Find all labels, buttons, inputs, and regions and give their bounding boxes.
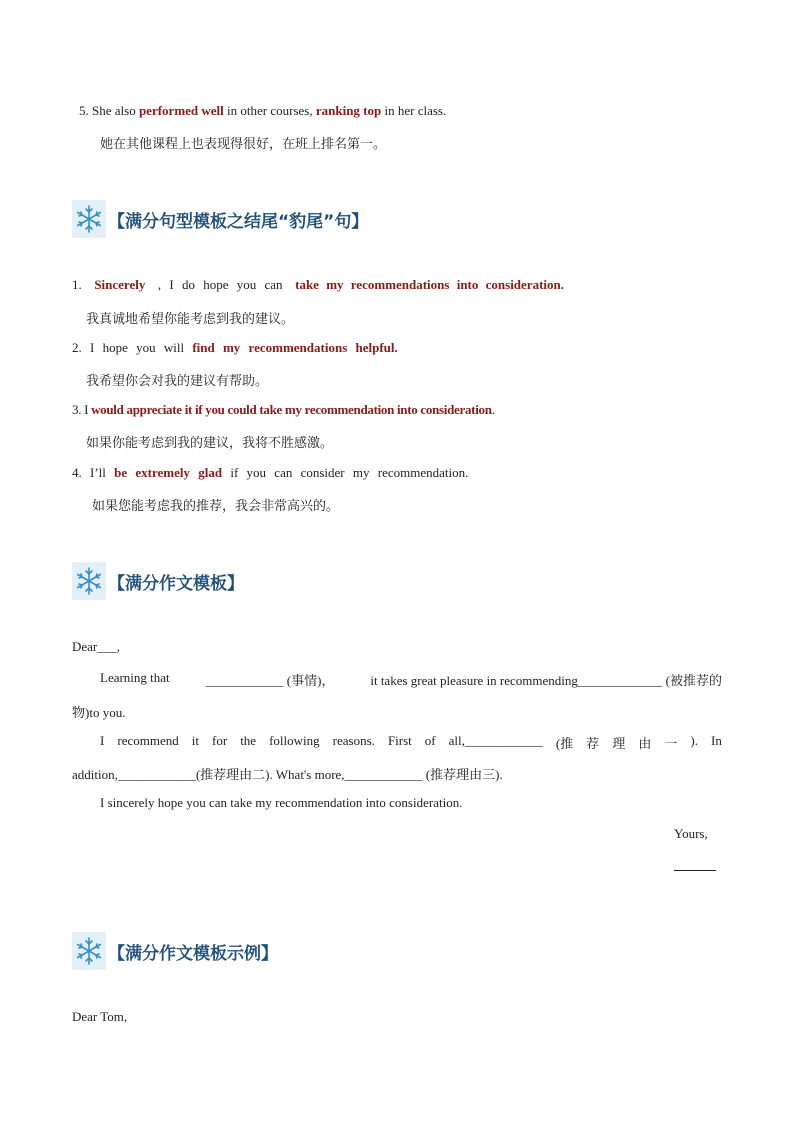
template-paragraph-2: I recommend it for the following reasons. First of all,____________ (推 荐 理 由 一 ). In <box>100 733 722 751</box>
example-salutation: Dear Tom, <box>72 1009 128 1024</box>
snowflake-icon <box>72 200 106 238</box>
snowflake-icon <box>72 562 106 600</box>
letter-salutation: Dear___, <box>72 639 121 654</box>
sentence-item-1-translation: 我真诚地希望你能考虑到我的建议。 <box>86 312 295 327</box>
template-paragraph-1-cont: 物)to you. <box>72 705 126 720</box>
section-heading-example <box>72 932 278 970</box>
template-paragraph-3: I sincerely hope you can take my recommendation into consideration. <box>100 795 463 810</box>
sentence-item-4: 4. I’ll be extremely glad if you can consider my recommendation. <box>72 465 469 480</box>
section-heading-template <box>72 562 244 600</box>
sentence-item-5-translation: 她在其他课程上也表现得很好，在班上排名第一。 <box>100 137 387 152</box>
sentence-item-2-translation: 我希望你会对我的建议有帮助。 <box>86 374 269 389</box>
sentence-item-2: 2. I hope you will find my recommendations helpful. <box>72 340 398 355</box>
section-title: 【满分作文模板示例】 <box>108 943 278 964</box>
sentence-item-3: 3. I would appreciate it if you could take my recommendation into consideration. <box>72 402 495 417</box>
section-title: 【满分作文模板】 <box>108 573 244 594</box>
section-title: 【满分句型模板之结尾“豹尾”句】 <box>108 211 369 232</box>
letter-closing: Yours, <box>674 826 708 841</box>
template-paragraph-2-cont: addition,____________(推荐理由二). What's more,____________ (推荐理由三). <box>72 767 503 782</box>
sentence-item-5: 5. She also performed well in other courses, ranking top in her class. <box>79 103 447 118</box>
sentence-item-4-translation: 如果您能考虑我的推荐，我会非常高兴的。 <box>92 499 340 514</box>
signature-blank <box>674 870 716 871</box>
sentence-item-1: 1. Sincerely , I do hope you can take my recommendations into consideration. <box>72 277 564 292</box>
section-heading-ending <box>72 200 368 238</box>
template-paragraph-1: Learning that ____________ (事情)， it takes great pleasure in recommending_____________ (被推荐的 <box>100 670 722 688</box>
snowflake-icon <box>72 932 106 970</box>
sentence-item-3-translation: 如果你能考虑到我的建议，我将不胜感激。 <box>86 436 334 451</box>
